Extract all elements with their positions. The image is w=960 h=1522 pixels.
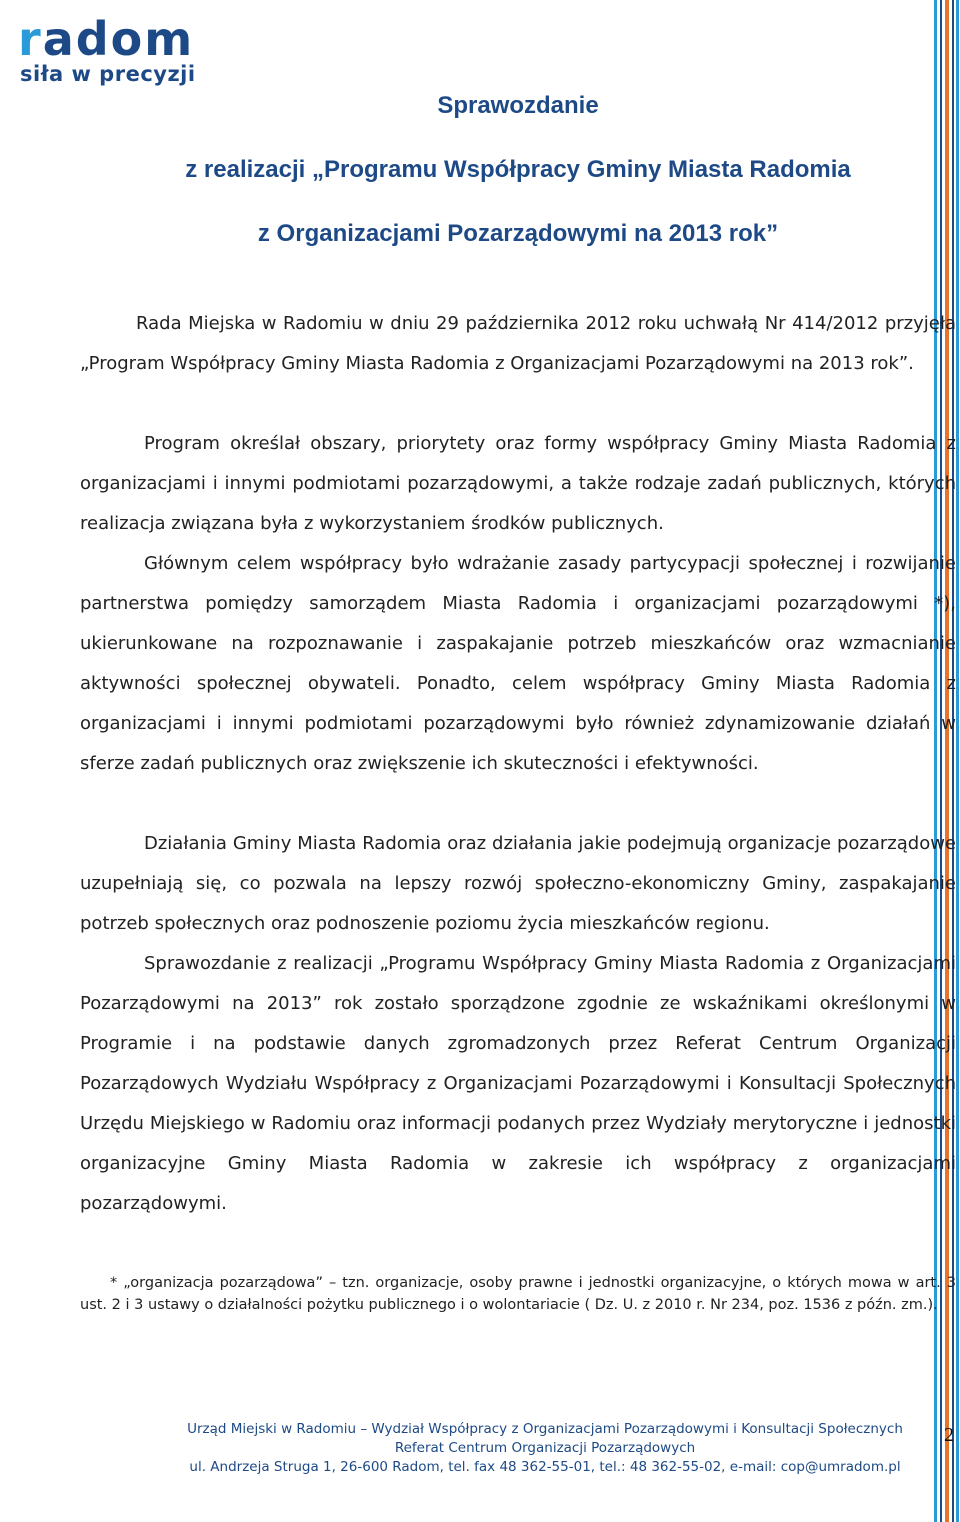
footer-office: Urząd Miejski w Radomiu – Wydział Współpracy z Organizacjami Pozarządowymi i Konsultacji Społecznych — [187, 1421, 903, 1437]
paragraph-program-scope: Program określał obszary, priorytety oraz formy współpracy Gminy Miasta Radomia z organizacjami i innymi podmiotami pozarządowymi, a także rodzaje zadań publicznych, których realizacja związana była z wykorzystaniem środków publicznych. — [80, 433, 956, 534]
footer-contact: ul. Andrzeja Struga 1, 26-600 Radom, tel. fax 48 362-55-01, tel.: 48 362-55-02, e-mail: cop@umradom.pl — [189, 1459, 901, 1475]
document-subtitle-line1: z realizacji „Programu Współpracy Gminy Miasta Radomia — [185, 156, 851, 183]
document-subtitle-line2: z Organizacjami Pozarządowymi na 2013 rok” — [257, 220, 779, 247]
document-title: Sprawozdanie — [437, 92, 599, 119]
paragraph-activities: Działania Gminy Miasta Radomia oraz działania jakie podejmują organizacje pozarządowe uzupełniają się, co pozwala na lepszy rozwój społeczno-ekonomiczny Gminy, zaspakajanie potrzeb społecznych oraz podnoszenie poziomu życia mieszkańców regionu. — [80, 833, 956, 934]
paragraph-resolution: Rada Miejska w Radomiu w dniu 29 października 2012 roku uchwałą Nr 414/2012 przyjęła „Program Współpracy Gminy Miasta Radomia z Organizacjami Pozarządowymi na 2013 rok”. — [80, 313, 956, 374]
logo-wordmark: radom — [18, 12, 195, 66]
footer-department: Referat Centrum Organizacji Pozarządowych — [394, 1440, 696, 1456]
page-number: 2 — [944, 1424, 954, 1446]
paragraph-report-basis: Sprawozdanie z realizacji „Programu Współpracy Gminy Miasta Radomia z Organizacjami Pozarządowymi na 2013” rok zostało sporządzone zgodnie ze wskaźnikami określonymi w Programie i na podstawie danych zgromadzonych przez Referat Centrum Organizacji Pozarządowych Wydziału Współpracy z Organizacjami Pozarządowymi i Konsultacji Społecznych Urzędu Miejskiego w Radomiu oraz informacji podanych przez Wydziały merytoryczne i jednostki organizacyjne Gminy Miasta Radomia w zakresie ich współpracy z organizacjami pozarządowymi. — [80, 953, 956, 1214]
radom-logo — [18, 12, 218, 88]
paragraph-main-goal: Głównym celem współpracy było wdrażanie zasady partycypacji społecznej i rozwijanie partnerstwa pomiędzy samorządem Miasta Radomia i organizacjami pozarządowymi *), ukierunkowane na rozpoznawanie i zaspakajanie potrzeb mieszkańców oraz wzmacnianie aktywności społecznej obywateli. Ponadto, celem współpracy Gminy Miasta Radomia z organizacjami i innymi podmiotami pozarządowymi było również zdynamizowanie działań w sferze zadań publicznych oraz zwiększenie ich skuteczności i efektywności. — [80, 553, 956, 774]
footnote: * „organizacja pozarządowa” – tzn. organizacje, osoby prawne i jednostki organizacyjne, o których mowa w art. 3 ust. 2 i 3 ustawy o działalności pożytku publicznego i o wolontariacie ( Dz. U. z 2010 r. Nr 234, poz. 1536 z późn. zm.). — [80, 1275, 956, 1313]
logo-tagline: siła w precyzji — [20, 62, 196, 86]
page-footer — [160, 1420, 930, 1477]
